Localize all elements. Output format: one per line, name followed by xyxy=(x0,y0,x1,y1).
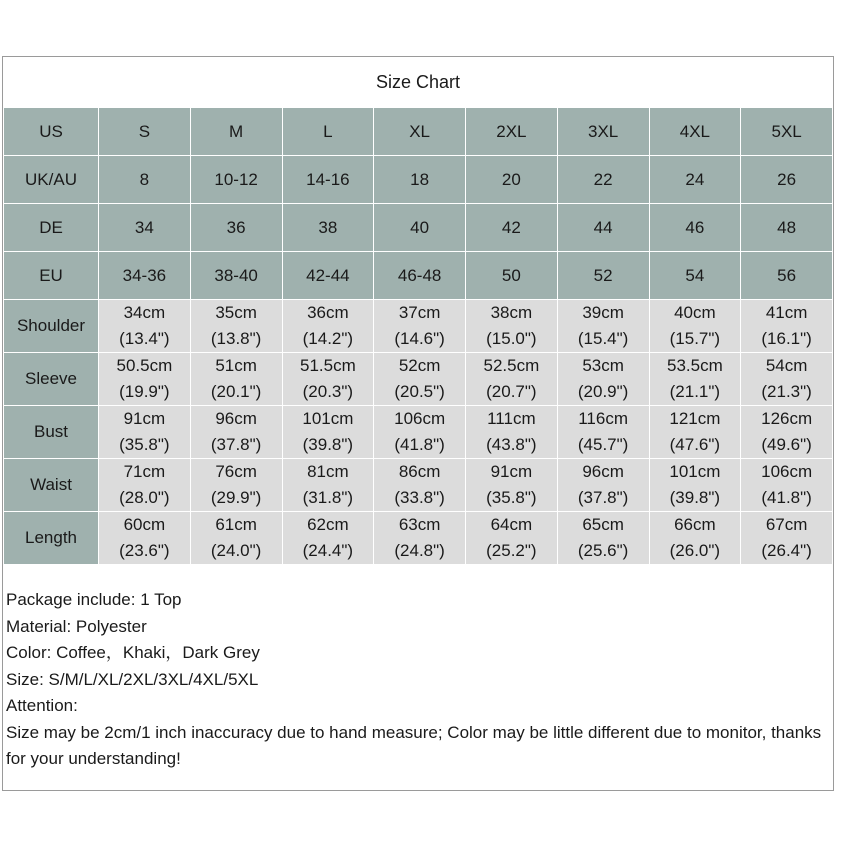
measure-cm: 36cm xyxy=(307,303,349,322)
measure-cell xyxy=(99,353,191,406)
measure-inch: (16.1") xyxy=(761,329,812,348)
measure-cm: 60cm xyxy=(123,515,166,534)
measure-cm: 81cm xyxy=(307,462,349,481)
measure-cm: 52cm xyxy=(398,356,441,375)
size-cell: 46-48 xyxy=(374,252,466,300)
size-cell: 34-36 xyxy=(99,252,191,300)
size-cell: 14-16 xyxy=(282,156,374,204)
measure-cm: 61cm xyxy=(215,515,257,534)
note-color: Color: Coffee，Khaki，Dark Grey xyxy=(6,643,260,662)
row-label: Waist xyxy=(4,459,99,512)
measure-inch: (39.8") xyxy=(669,488,721,507)
measure-cm: 126cm xyxy=(761,409,813,428)
measure-cm: 76cm xyxy=(215,462,257,481)
measure-cm: 65cm xyxy=(582,515,624,534)
measure-inch: (43.8") xyxy=(486,435,537,454)
size-cell: 42-44 xyxy=(282,252,374,300)
measure-inch: (41.8") xyxy=(394,435,445,454)
measure-inch: (29.9") xyxy=(210,488,262,507)
measure-cm: 52.5cm xyxy=(483,356,540,375)
size-cell: 26 xyxy=(741,156,833,204)
measure-cm: 64cm xyxy=(490,515,533,534)
size-cell: 54 xyxy=(649,252,741,300)
size-cell: 38-40 xyxy=(190,252,282,300)
measure-cell xyxy=(282,406,374,459)
measure-cell xyxy=(374,406,466,459)
size-cell: 48 xyxy=(741,204,833,252)
measure-inch: (47.6") xyxy=(669,435,721,454)
measure-cell xyxy=(99,459,191,512)
note-disclaimer: Size may be 2cm/1 inch inaccuracy due to hand measure; Color may be little different due to monitor, thanks for your understanding! xyxy=(6,722,822,768)
measure-inch: (24.0") xyxy=(210,541,262,560)
measure-row-bust xyxy=(4,406,833,459)
measure-cell xyxy=(649,512,741,565)
measure-cm: 35cm xyxy=(215,303,257,322)
size-row-de xyxy=(4,204,833,252)
size-cell: 18 xyxy=(374,156,466,204)
size-cell: 20 xyxy=(466,156,558,204)
measure-inch: (21.1") xyxy=(669,382,721,401)
measure-cell xyxy=(649,300,741,353)
size-chart-frame xyxy=(2,56,834,791)
measure-cm: 96cm xyxy=(215,409,257,428)
measure-cell xyxy=(557,406,649,459)
measure-inch: (25.6") xyxy=(577,541,629,560)
measure-cell xyxy=(190,300,282,353)
measure-cm: 40cm xyxy=(674,303,716,322)
size-cell: 40 xyxy=(374,204,466,252)
row-label: Bust xyxy=(4,406,99,459)
measure-row-waist xyxy=(4,459,833,512)
measure-cell xyxy=(557,300,649,353)
measure-row-length xyxy=(4,512,833,565)
size-cell: 22 xyxy=(557,156,649,204)
measure-cm: 101cm xyxy=(669,462,721,481)
size-cell: 50 xyxy=(466,252,558,300)
measure-cm: 54cm xyxy=(765,356,808,375)
size-cell: 10-12 xyxy=(190,156,282,204)
measure-cell xyxy=(374,512,466,565)
measure-inch: (15.4") xyxy=(577,329,629,348)
measure-cm: 106cm xyxy=(394,409,446,428)
measure-inch: (37.8") xyxy=(577,488,629,507)
measure-cm: 71cm xyxy=(123,462,166,481)
measure-cell xyxy=(282,512,374,565)
measure-cm: 39cm xyxy=(582,303,624,322)
measure-cm: 116cm xyxy=(578,409,628,428)
chart-title: Size Chart xyxy=(3,57,833,108)
measure-cm: 50.5cm xyxy=(116,356,173,375)
note-attention: Attention: xyxy=(6,696,78,715)
measure-cell xyxy=(741,459,833,512)
row-label: Shoulder xyxy=(4,300,99,353)
measure-cell xyxy=(190,353,282,406)
measure-inch: (26.0") xyxy=(669,541,721,560)
measure-inch: (39.8") xyxy=(302,435,354,454)
size-cell: 52 xyxy=(557,252,649,300)
size-cell: 24 xyxy=(649,156,741,204)
measure-cell xyxy=(741,353,833,406)
measure-cm: 66cm xyxy=(674,515,716,534)
measure-inch: (49.6") xyxy=(761,435,812,454)
size-cell: 2XL xyxy=(466,108,558,156)
size-cell: 34 xyxy=(99,204,191,252)
measure-cell xyxy=(649,459,741,512)
measure-inch: (15.0") xyxy=(486,329,537,348)
measure-cell xyxy=(466,512,558,565)
measure-cm: 51.5cm xyxy=(300,356,356,375)
measure-cm: 53.5cm xyxy=(667,356,723,375)
measure-cm: 37cm xyxy=(398,303,441,322)
size-cell: 56 xyxy=(741,252,833,300)
measure-inch: (24.4") xyxy=(302,541,354,560)
measure-inch: (13.8") xyxy=(210,329,262,348)
measure-cell xyxy=(374,459,466,512)
size-cell: 44 xyxy=(557,204,649,252)
measure-inch: (19.9") xyxy=(119,382,170,401)
measure-cell xyxy=(282,353,374,406)
measure-inch: (31.8") xyxy=(302,488,354,507)
row-label: UK/AU xyxy=(4,156,99,204)
measure-cm: 101cm xyxy=(302,409,354,428)
measure-cell xyxy=(190,406,282,459)
measure-inch: (15.7") xyxy=(669,329,721,348)
measure-inch: (14.6") xyxy=(394,329,445,348)
measure-inch: (23.6") xyxy=(119,541,170,560)
measure-row-sleeve xyxy=(4,353,833,406)
measure-cm: 51cm xyxy=(215,356,257,375)
measure-cell xyxy=(557,459,649,512)
measure-inch: (20.5") xyxy=(394,382,445,401)
row-label: DE xyxy=(4,204,99,252)
measure-cell xyxy=(741,300,833,353)
size-cell: L xyxy=(282,108,374,156)
measure-cell xyxy=(282,300,374,353)
measure-inch: (41.8") xyxy=(761,488,812,507)
measure-inch: (33.8") xyxy=(394,488,445,507)
measure-inch: (37.8") xyxy=(210,435,262,454)
measure-cm: 38cm xyxy=(490,303,533,322)
measure-inch: (20.1") xyxy=(210,382,262,401)
note-package: Package include: 1 Top xyxy=(6,590,182,609)
product-notes xyxy=(6,587,830,773)
measure-cm: 111cm xyxy=(487,409,536,428)
measure-inch: (35.8") xyxy=(119,435,170,454)
measure-cell xyxy=(649,353,741,406)
measure-cell xyxy=(190,512,282,565)
measure-cm: 63cm xyxy=(398,515,441,534)
size-cell: 4XL xyxy=(649,108,741,156)
size-row-us xyxy=(4,108,833,156)
size-cell: 8 xyxy=(99,156,191,204)
measure-inch: (20.3") xyxy=(302,382,354,401)
size-cell: 5XL xyxy=(741,108,833,156)
size-cell: 38 xyxy=(282,204,374,252)
measure-inch: (45.7") xyxy=(577,435,629,454)
measure-cm: 67cm xyxy=(765,515,808,534)
measure-inch: (20.7") xyxy=(486,382,537,401)
measure-cm: 96cm xyxy=(582,462,624,481)
measure-cm: 121cm xyxy=(669,409,721,428)
measure-cell xyxy=(99,300,191,353)
size-cell: 36 xyxy=(190,204,282,252)
measure-cell xyxy=(282,459,374,512)
size-cell: 46 xyxy=(649,204,741,252)
measure-inch: (35.8") xyxy=(486,488,537,507)
measure-inch: (14.2") xyxy=(302,329,354,348)
note-size: Size: S/M/L/XL/2XL/3XL/4XL/5XL xyxy=(6,669,259,689)
measure-cm: 106cm xyxy=(761,462,813,481)
measure-cell xyxy=(374,353,466,406)
measure-inch: (13.4") xyxy=(119,329,170,348)
size-row-uk-au xyxy=(4,156,833,204)
measure-cell xyxy=(466,353,558,406)
size-table xyxy=(3,107,833,565)
row-label: Length xyxy=(4,512,99,565)
measure-cell xyxy=(466,406,558,459)
size-cell: M xyxy=(190,108,282,156)
measure-cm: 86cm xyxy=(398,462,441,481)
measure-inch: (26.4") xyxy=(761,541,812,560)
measure-cell xyxy=(374,300,466,353)
measure-cm: 41cm xyxy=(765,303,808,322)
size-cell: 3XL xyxy=(557,108,649,156)
size-cell: 42 xyxy=(466,204,558,252)
measure-inch: (25.2") xyxy=(486,541,537,560)
measure-inch: (28.0") xyxy=(119,488,170,507)
measure-cell xyxy=(466,300,558,353)
measure-row-shoulder xyxy=(4,300,833,353)
measure-cell xyxy=(99,406,191,459)
measure-cell xyxy=(741,512,833,565)
measure-cm: 62cm xyxy=(307,515,349,534)
measure-cm: 34cm xyxy=(123,303,166,322)
measure-cell xyxy=(190,459,282,512)
row-label: Sleeve xyxy=(4,353,99,406)
size-cell: S xyxy=(99,108,191,156)
measure-cell xyxy=(99,512,191,565)
measure-cell xyxy=(466,459,558,512)
row-label: EU xyxy=(4,252,99,300)
measure-inch: (21.3") xyxy=(761,382,812,401)
size-cell: XL xyxy=(374,108,466,156)
measure-inch: (24.8") xyxy=(394,541,445,560)
measure-cm: 91cm xyxy=(490,462,533,481)
measure-cm: 53cm xyxy=(582,356,624,375)
measure-cell xyxy=(557,353,649,406)
measure-cell xyxy=(649,406,741,459)
measure-cm: 91cm xyxy=(123,409,166,428)
size-row-eu xyxy=(4,252,833,300)
measure-inch: (20.9") xyxy=(577,382,629,401)
row-label: US xyxy=(4,108,99,156)
note-material: Material: Polyester xyxy=(6,616,147,636)
measure-cell xyxy=(741,406,833,459)
measure-cell xyxy=(557,512,649,565)
